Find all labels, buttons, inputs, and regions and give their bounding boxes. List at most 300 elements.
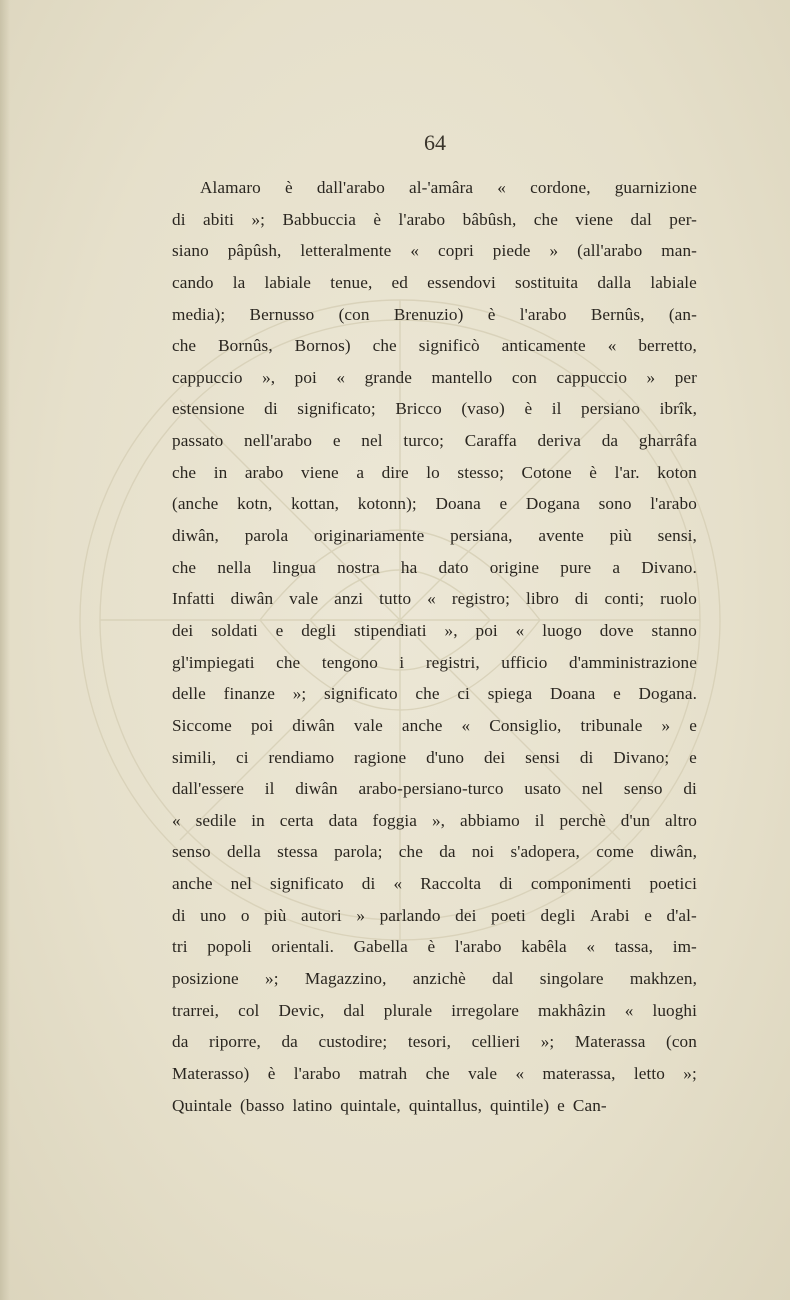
word: perchè bbox=[559, 810, 606, 830]
word: dal bbox=[343, 1000, 365, 1020]
word: makhâzin bbox=[538, 1000, 606, 1020]
word: luoghi bbox=[652, 1000, 697, 1020]
word: posizione bbox=[172, 969, 239, 989]
word: kotn, bbox=[237, 494, 273, 514]
word: nostra bbox=[337, 557, 380, 577]
word: labiale bbox=[264, 272, 312, 292]
word: anticamente bbox=[501, 336, 586, 356]
word: abiti bbox=[203, 209, 235, 229]
word: è bbox=[267, 1063, 276, 1083]
word: e bbox=[644, 905, 652, 925]
word: libro bbox=[525, 589, 559, 609]
word: di bbox=[361, 874, 376, 894]
word: registri, bbox=[425, 652, 480, 672]
word: e bbox=[275, 620, 284, 640]
word: diwân bbox=[292, 715, 335, 735]
word: uno bbox=[200, 905, 227, 925]
word: koton bbox=[657, 462, 697, 482]
text-line bbox=[172, 552, 697, 584]
word: estensione bbox=[172, 399, 245, 419]
word: gl'impiegati bbox=[172, 652, 255, 672]
word: dall'essere bbox=[172, 779, 244, 799]
word: che bbox=[276, 652, 301, 672]
text-line bbox=[172, 868, 697, 900]
word: al-'amâra bbox=[409, 178, 474, 197]
word: della bbox=[226, 842, 261, 862]
text-line bbox=[172, 457, 697, 489]
word: di bbox=[683, 779, 697, 799]
text-line bbox=[172, 836, 697, 868]
word: che bbox=[172, 557, 197, 577]
word: « bbox=[461, 715, 471, 735]
text-line bbox=[172, 710, 697, 742]
text-line bbox=[172, 172, 697, 204]
word: dall'arabo bbox=[316, 178, 385, 197]
word: s'adopera, bbox=[510, 842, 580, 862]
text-line bbox=[172, 425, 697, 457]
word: Siccome bbox=[172, 715, 232, 735]
word: a bbox=[612, 557, 621, 577]
word: viene bbox=[301, 462, 339, 482]
word: »; bbox=[683, 1063, 697, 1083]
word: che bbox=[398, 842, 423, 862]
word: il bbox=[551, 399, 562, 419]
word: Devic, bbox=[278, 1000, 325, 1020]
text-line bbox=[172, 1026, 697, 1058]
word: (vaso) bbox=[461, 399, 505, 419]
word: è bbox=[524, 399, 533, 419]
text-line bbox=[172, 583, 697, 615]
word: » bbox=[646, 367, 656, 387]
word: sostituita bbox=[515, 272, 579, 292]
word: nel bbox=[581, 779, 604, 799]
word: conti; bbox=[604, 589, 645, 609]
word: il bbox=[264, 779, 275, 799]
word: il bbox=[534, 810, 545, 830]
word: Doana bbox=[435, 494, 481, 514]
word: è bbox=[427, 937, 436, 957]
word: « bbox=[607, 336, 617, 356]
word: degli bbox=[540, 905, 576, 925]
word: dalla bbox=[597, 272, 632, 292]
word: Bornos) bbox=[294, 336, 351, 356]
word: l'arabo bbox=[293, 1063, 341, 1083]
word: stanno bbox=[651, 620, 697, 640]
word: Gabella bbox=[353, 937, 408, 957]
word: tengono bbox=[321, 652, 378, 672]
word: è bbox=[589, 462, 598, 482]
word: « bbox=[172, 810, 181, 830]
word: Bricco bbox=[395, 399, 442, 419]
word: (an- bbox=[668, 304, 697, 324]
word: o bbox=[240, 905, 250, 925]
word: stesso; bbox=[457, 462, 504, 482]
word: componimenti bbox=[530, 874, 632, 894]
word: viene bbox=[575, 209, 614, 229]
word: dove bbox=[599, 620, 634, 640]
word: originariamente bbox=[314, 526, 425, 546]
word: parlando bbox=[379, 905, 441, 925]
word: anzichè bbox=[412, 969, 466, 989]
word: d'un bbox=[620, 810, 651, 830]
word: abbiamo bbox=[459, 810, 520, 830]
word: che bbox=[533, 209, 558, 229]
page-edge-shadow bbox=[0, 0, 10, 1300]
word: e bbox=[689, 747, 697, 767]
word: significato bbox=[324, 684, 398, 704]
word: », bbox=[431, 810, 446, 830]
word: soldati bbox=[211, 620, 258, 640]
word: più bbox=[609, 526, 632, 546]
text-line bbox=[172, 963, 697, 995]
word: ibrîk, bbox=[659, 399, 697, 419]
word: l'ar. bbox=[614, 462, 640, 482]
word: che bbox=[415, 684, 440, 704]
word: simili, bbox=[172, 747, 217, 767]
word: grande bbox=[364, 367, 412, 387]
word: Bernûs, bbox=[590, 304, 645, 324]
word: ed bbox=[391, 272, 408, 292]
word: Alamaro bbox=[200, 178, 261, 197]
word: cappuccio bbox=[556, 367, 628, 387]
word: e bbox=[689, 715, 697, 735]
word: guarnizione bbox=[614, 178, 697, 197]
word: ragione bbox=[354, 747, 407, 767]
word: senso bbox=[172, 842, 211, 862]
word: plurale bbox=[383, 1000, 433, 1020]
word: »; bbox=[251, 209, 266, 229]
word: »; bbox=[540, 1032, 555, 1052]
word: tenue, bbox=[330, 272, 373, 292]
word: pure bbox=[560, 557, 592, 577]
word: diwân bbox=[230, 589, 274, 609]
word: da bbox=[172, 1032, 189, 1052]
word: certa bbox=[279, 810, 314, 830]
word: matrah bbox=[358, 1063, 408, 1083]
word: e bbox=[499, 494, 508, 514]
word: « bbox=[336, 367, 346, 387]
word: mantello bbox=[431, 367, 493, 387]
word: con bbox=[511, 367, 537, 387]
word: finanze bbox=[223, 684, 275, 704]
word: arabo bbox=[244, 462, 284, 482]
text-line bbox=[172, 805, 697, 837]
text-line bbox=[172, 900, 697, 932]
word: è bbox=[284, 178, 293, 197]
word: ha bbox=[400, 557, 418, 577]
word: (con bbox=[338, 304, 370, 324]
word: Materasso) bbox=[172, 1063, 250, 1083]
word: essendovi bbox=[427, 272, 496, 292]
word: latino bbox=[292, 1095, 333, 1115]
word: registro; bbox=[451, 589, 510, 609]
word: e bbox=[332, 431, 341, 451]
word: per- bbox=[669, 209, 697, 229]
word: », bbox=[262, 367, 276, 387]
word: più bbox=[264, 905, 287, 925]
word: che bbox=[372, 336, 397, 356]
word: quintallus, bbox=[408, 1095, 483, 1115]
word: Divano. bbox=[641, 557, 697, 577]
word: significato bbox=[270, 874, 344, 894]
word: Bornûs, bbox=[218, 336, 273, 356]
word: in bbox=[213, 462, 228, 482]
word: persiano bbox=[581, 399, 641, 419]
word: spiega bbox=[487, 684, 533, 704]
word: e bbox=[557, 1095, 565, 1115]
word: im- bbox=[672, 937, 697, 957]
word: autori bbox=[301, 905, 342, 925]
word: Doana bbox=[549, 684, 596, 704]
word: custodire; bbox=[318, 1032, 388, 1052]
text-line bbox=[172, 1058, 697, 1090]
word: piede bbox=[492, 241, 531, 261]
word: »; bbox=[265, 969, 279, 989]
word: in bbox=[251, 810, 265, 830]
word: di bbox=[579, 747, 594, 767]
word: ufficio bbox=[501, 652, 548, 672]
word: Quintale bbox=[172, 1095, 232, 1115]
word: nell'arabo bbox=[244, 431, 313, 451]
word: letto bbox=[633, 1063, 665, 1083]
text-line bbox=[172, 773, 697, 805]
word: quintale, bbox=[340, 1095, 401, 1115]
text-line bbox=[172, 393, 697, 425]
word: Caraffa bbox=[464, 431, 517, 451]
word: cordone, bbox=[530, 178, 591, 197]
word: (anche bbox=[172, 494, 219, 514]
word: l'arabo bbox=[398, 209, 446, 229]
word: parola; bbox=[334, 842, 383, 862]
word: (basso bbox=[239, 1095, 285, 1115]
word: siano bbox=[172, 241, 209, 261]
word: tutto bbox=[379, 589, 412, 609]
word: anche bbox=[401, 715, 443, 735]
word: da bbox=[601, 431, 619, 451]
word: delle bbox=[172, 684, 206, 704]
text-line bbox=[172, 615, 697, 647]
word: tribunale bbox=[580, 715, 643, 735]
text-line bbox=[172, 678, 697, 710]
word: Bernusso bbox=[249, 304, 315, 324]
word: dire bbox=[381, 462, 409, 482]
word: come bbox=[596, 842, 634, 862]
word: altro bbox=[665, 810, 697, 830]
word: vale bbox=[289, 589, 319, 609]
text-line bbox=[172, 520, 697, 552]
word: « bbox=[586, 937, 596, 957]
word: usato bbox=[524, 779, 562, 799]
word: tassa, bbox=[614, 937, 654, 957]
word: Raccolta bbox=[420, 874, 482, 894]
word: media); bbox=[172, 304, 226, 324]
word: Magazzino, bbox=[304, 969, 387, 989]
word: nella bbox=[217, 557, 252, 577]
text-line bbox=[172, 647, 697, 679]
word: l'arabo bbox=[454, 937, 502, 957]
word: trarrei, bbox=[172, 1000, 220, 1020]
word: d'amministrazione bbox=[569, 652, 697, 672]
word: kottan, bbox=[291, 494, 340, 514]
word: d'al- bbox=[666, 905, 697, 925]
word: persiana, bbox=[450, 526, 513, 546]
text-line bbox=[172, 299, 697, 331]
word: deriva bbox=[537, 431, 581, 451]
word: poetici bbox=[649, 874, 697, 894]
word: sedile bbox=[195, 810, 237, 830]
text-line bbox=[172, 362, 697, 394]
word: Infatti bbox=[172, 589, 215, 609]
word: foggia bbox=[372, 810, 418, 830]
word: ruolo bbox=[660, 589, 697, 609]
word: passato bbox=[172, 431, 224, 451]
word: sensi bbox=[525, 747, 560, 767]
word: e bbox=[613, 684, 621, 704]
word: è bbox=[487, 304, 496, 324]
word: l'arabo bbox=[519, 304, 567, 324]
word: significato; bbox=[297, 399, 376, 419]
word: « bbox=[410, 241, 420, 261]
word: di bbox=[264, 399, 278, 419]
word: sensi, bbox=[657, 526, 697, 546]
word: « bbox=[497, 178, 506, 197]
word: gharrâfa bbox=[638, 431, 697, 451]
word: « bbox=[624, 1000, 634, 1020]
text-line bbox=[172, 267, 697, 299]
word: Dogana. bbox=[638, 684, 697, 704]
text-line bbox=[172, 742, 697, 774]
word: nel bbox=[230, 874, 252, 894]
word: (all'arabo bbox=[577, 241, 643, 261]
word: l'arabo bbox=[650, 494, 697, 514]
word: diwân bbox=[295, 779, 338, 799]
word: poi bbox=[250, 715, 274, 735]
word: da bbox=[281, 1032, 298, 1052]
word: singolare bbox=[539, 969, 604, 989]
word: turco; bbox=[403, 431, 445, 451]
word: che bbox=[172, 336, 197, 356]
word: poeti bbox=[491, 905, 526, 925]
word: letteralmente bbox=[300, 241, 392, 261]
word: data bbox=[328, 810, 358, 830]
word: per bbox=[674, 367, 697, 387]
word: dei bbox=[455, 905, 477, 925]
text-line bbox=[172, 995, 697, 1027]
word: vale bbox=[353, 715, 383, 735]
word: poi bbox=[294, 367, 317, 387]
word: Arabi bbox=[589, 905, 630, 925]
word: lo bbox=[426, 462, 440, 482]
word: orientali. bbox=[271, 937, 334, 957]
word: popoli bbox=[207, 937, 252, 957]
word: bâbûsh, bbox=[462, 209, 517, 229]
word: di bbox=[172, 209, 186, 229]
text-line bbox=[172, 1090, 697, 1122]
word: labiale bbox=[650, 272, 697, 292]
text-line bbox=[172, 488, 697, 520]
word: Divano; bbox=[613, 747, 670, 767]
word: » bbox=[549, 241, 559, 261]
body-text bbox=[172, 172, 697, 1121]
word: dal bbox=[492, 969, 514, 989]
word: makhzen, bbox=[629, 969, 697, 989]
word: diwân, bbox=[172, 526, 219, 546]
word: da bbox=[439, 842, 456, 862]
word: vale bbox=[468, 1063, 498, 1083]
word: dei bbox=[483, 747, 506, 767]
word: Materassa bbox=[574, 1032, 646, 1052]
word: d'uno bbox=[426, 747, 465, 767]
word: sono bbox=[598, 494, 632, 514]
word: significò bbox=[418, 336, 480, 356]
word: dato bbox=[438, 557, 469, 577]
text-line bbox=[172, 931, 697, 963]
word: stessa bbox=[277, 842, 318, 862]
word: è bbox=[373, 209, 382, 229]
word: Babbuccia bbox=[282, 209, 356, 229]
word: anche bbox=[172, 874, 213, 894]
word: pâpûsh, bbox=[227, 241, 282, 261]
word: luogo bbox=[542, 620, 582, 640]
word: Cotone bbox=[521, 462, 572, 482]
word: parola bbox=[244, 526, 289, 546]
page-number: 64 bbox=[424, 130, 446, 155]
word: cando bbox=[172, 272, 214, 292]
word: irregolare bbox=[451, 1000, 520, 1020]
word: cellieri bbox=[471, 1032, 521, 1052]
word: anzi bbox=[334, 589, 364, 609]
word: « bbox=[515, 1063, 525, 1083]
word: », bbox=[444, 620, 458, 640]
word: stipendiati bbox=[353, 620, 427, 640]
word: nel bbox=[361, 431, 383, 451]
word: noi bbox=[471, 842, 495, 862]
word: tri bbox=[172, 937, 188, 957]
word: Brenuzio) bbox=[393, 304, 464, 324]
word: che bbox=[425, 1063, 450, 1083]
word: Dogana bbox=[525, 494, 580, 514]
word: kotonn); bbox=[357, 494, 417, 514]
word: di bbox=[172, 905, 186, 925]
word: origine bbox=[489, 557, 540, 577]
word: senso bbox=[623, 779, 663, 799]
word: » bbox=[661, 715, 671, 735]
word: cappuccio bbox=[172, 367, 243, 387]
word: col bbox=[238, 1000, 260, 1020]
word: (con bbox=[666, 1032, 697, 1052]
word: copri bbox=[438, 241, 474, 261]
word: berretto, bbox=[638, 336, 697, 356]
word: diwân, bbox=[650, 842, 697, 862]
word: Can- bbox=[572, 1095, 607, 1115]
word: rendiamo bbox=[268, 747, 335, 767]
word: di bbox=[499, 874, 513, 894]
word: dei bbox=[172, 620, 194, 640]
word: poi bbox=[475, 620, 498, 640]
word: i bbox=[399, 652, 405, 672]
word: Consiglio, bbox=[489, 715, 562, 735]
text-line bbox=[172, 330, 697, 362]
word: quintile) bbox=[490, 1095, 550, 1115]
word: « bbox=[427, 589, 436, 609]
word: dal bbox=[630, 209, 652, 229]
word: »; bbox=[292, 684, 307, 704]
word: avente bbox=[538, 526, 584, 546]
word: a bbox=[356, 462, 365, 482]
word: « bbox=[515, 620, 525, 640]
text-line bbox=[172, 204, 697, 236]
word: degli bbox=[301, 620, 337, 640]
